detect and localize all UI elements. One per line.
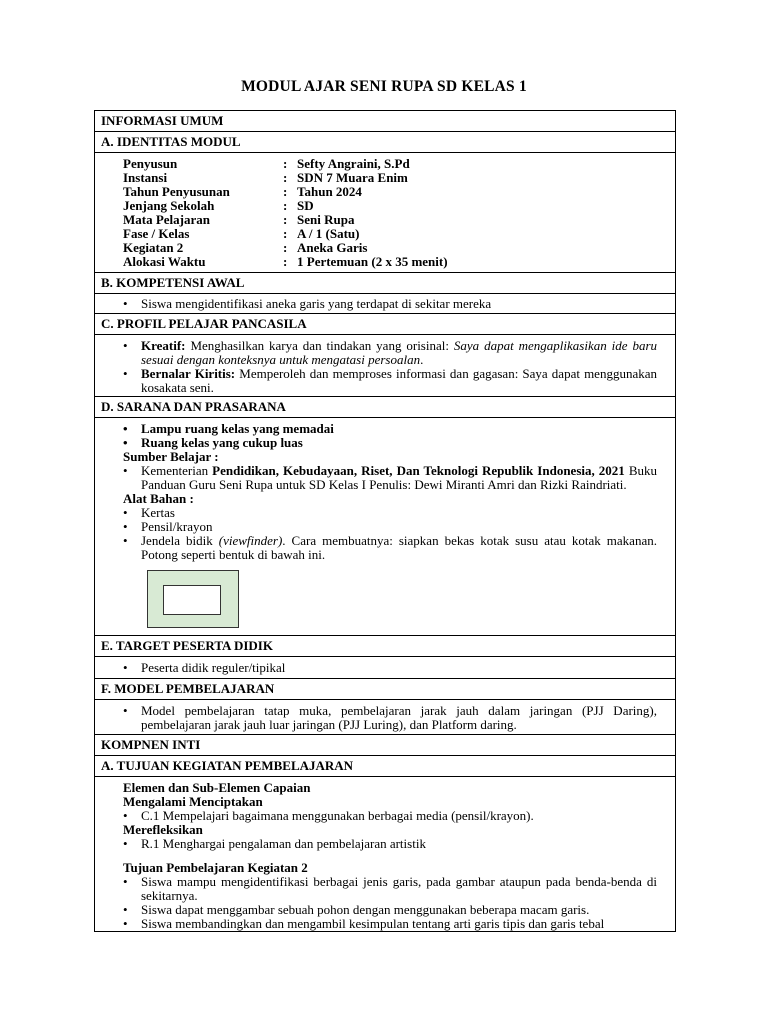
identitas-value: Aneka Garis: [297, 240, 368, 255]
sumber-item: [123, 464, 657, 492]
section-sarana-heading: D. SARANA DAN PRASARANA: [95, 397, 676, 418]
sarana-item: • Lampu ruang kelas yang memadai: [123, 422, 657, 436]
sumber-label: Sumber Belajar :: [123, 449, 219, 464]
identitas-key: Penyusun: [123, 156, 178, 171]
viewfinder-illustration: [147, 570, 239, 628]
identitas-value: Tahun 2024: [297, 184, 362, 199]
profil-body: [95, 335, 676, 397]
sumber-bold: Pendidikan, Kebudayaan, Riset, Dan Teknologi Republik Indonesia, 2021: [212, 463, 625, 478]
model-item: • Model pembelajaran tatap muka, pembelajaran jarak jauh dalam jaringan (PJJ Daring), pembelajaran jarak jauh luar jaringan (PJJ Luring), dan Platform daring.: [123, 704, 657, 732]
tujuan-body: [95, 777, 676, 932]
section-tujuan-heading: A. TUJUAN KEGIATAN PEMBELAJARAN: [95, 756, 676, 777]
tujuan2-item: • Siswa mampu mengidentifikasi berbagai jenis garis, pada gambar ataupun pada benda-benda di sekitarnya.: [123, 875, 657, 903]
identitas-colon: :: [283, 240, 288, 255]
bernalar-text: Memperoleh dan memproses informasi dan gagasan: Saya dapat menggunakan kosakata seni.: [141, 366, 657, 395]
alat-label: Alat Bahan :: [123, 491, 194, 506]
section-profil-heading: C. PROFIL PELAJAR PANCASILA: [95, 314, 676, 335]
identitas-key: Fase / Kelas: [123, 226, 190, 241]
tujuan2-label: Tujuan Pembelajaran Kegiatan 2: [123, 860, 308, 875]
target-item: • Peserta didik reguler/tipikal: [123, 661, 657, 675]
identitas-row: [123, 213, 657, 227]
section-model-heading: F. MODEL PEMBELAJARAN: [95, 679, 676, 700]
kreatif-italic: Saya dapat mengaplikasikan ide baru sesuai dengan konteksnya untuk mengatasi persoalan: [141, 338, 657, 367]
section-kompetensi-heading: B. KOMPETENSI AWAL: [95, 273, 676, 294]
identitas-list: [123, 157, 657, 269]
kreatif-end: .: [420, 352, 424, 367]
tujuan2-item: • Siswa membandingkan dan mengambil kesimpulan tentang arti garis tipis dan garis tebal: [123, 917, 657, 931]
module-table: [94, 110, 676, 932]
identitas-row: [123, 157, 657, 171]
identitas-value: SD: [297, 198, 314, 213]
identitas-colon: :: [283, 254, 288, 269]
identitas-colon: :: [283, 198, 288, 213]
section-komponen-inti: KOMPNEN INTI: [95, 735, 676, 756]
elemen-label: Elemen dan Sub-Elemen Capaian: [123, 781, 311, 795]
section-informasi-umum: INFORMASI UMUM: [95, 111, 676, 132]
identitas-value: Sefty Angraini, S.Pd: [297, 156, 410, 171]
identitas-key: Kegiatan 2: [123, 240, 184, 255]
sarana-body: [95, 418, 676, 636]
identitas-row: [123, 185, 657, 199]
viewfinder-window: [163, 585, 221, 615]
identitas-row: [123, 199, 657, 213]
section-identitas-heading: A. IDENTITAS MODUL: [95, 132, 676, 153]
kompetensi-body: [95, 294, 676, 314]
kompetensi-item: • Siswa mengidentifikasi aneka garis yang terdapat di sekitar mereka: [123, 297, 657, 311]
identitas-value: A / 1 (Satu): [297, 226, 360, 241]
identitas-key: Instansi: [123, 170, 168, 185]
jendela-rest: . Cara membuatnya: siapkan bekas kotak susu atau kotak makanan. Potong seperti bentuk di bawah ini.: [141, 533, 657, 562]
sumber-prefix: Kementerian: [141, 463, 213, 478]
merefleksikan-item: • R.1 Menghargai pengalaman dan pembelajaran artistik: [123, 837, 657, 851]
sarana-item: • Ruang kelas yang cukup luas: [123, 436, 657, 450]
kreatif-text: Menghasilkan karya dan tindakan yang orisinal:: [185, 338, 454, 353]
alat-item: • Kertas: [123, 506, 657, 520]
identitas-colon: :: [283, 170, 288, 185]
identitas-row: [123, 171, 657, 185]
profil-kreatif-item: [123, 339, 657, 367]
identitas-colon: :: [283, 156, 288, 171]
tujuan2-item: • Siswa dapat menggambar sebuah pohon dengan menggunakan beberapa macam garis.: [123, 903, 657, 917]
jendela-italic: (viewfinder): [218, 533, 283, 548]
bernalar-label: Bernalar Kiritis:: [141, 366, 236, 381]
identitas-value: 1 Pertemuan (2 x 35 menit): [297, 254, 448, 269]
alat-item-jendela: [123, 534, 657, 562]
identitas-body: [95, 153, 676, 273]
merefleksikan-label: Merefleksikan: [123, 822, 203, 837]
identitas-value: SDN 7 Muara Enim: [297, 170, 408, 185]
identitas-colon: :: [283, 212, 288, 227]
identitas-row: [123, 227, 657, 241]
document-title: MODUL AJAR SENI RUPA SD KELAS 1: [241, 78, 527, 95]
profil-bernalar-item: [123, 367, 657, 395]
identitas-key: Jenjang Sekolah: [123, 198, 215, 213]
target-body: [95, 657, 676, 679]
sumber-rest: Buku Panduan Guru Seni Rupa untuk SD Kelas I Penulis: Dewi Miranti Amri dan Rizki Raindriati.: [141, 463, 657, 492]
alat-item: • Pensil/krayon: [123, 520, 657, 534]
section-target-heading: E. TARGET PESERTA DIDIK: [95, 636, 676, 657]
identitas-key: Mata Pelajaran: [123, 212, 211, 227]
identitas-key: Tahun Penyusunan: [123, 184, 230, 199]
identitas-colon: :: [283, 184, 288, 199]
mengalami-label: Mengalami Menciptakan: [123, 794, 263, 809]
identitas-row: [123, 241, 657, 255]
identitas-value: Seni Rupa: [297, 212, 355, 227]
kreatif-label: Kreatif:: [141, 338, 186, 353]
identitas-key: Alokasi Waktu: [123, 254, 206, 269]
identitas-colon: :: [283, 226, 288, 241]
mengalami-item: • C.1 Mempelajari bagaimana menggunakan berbagai media (pensil/krayon).: [123, 809, 657, 823]
model-body: [95, 700, 676, 735]
jendela-text: Jendela bidik: [141, 533, 219, 548]
identitas-row: [123, 255, 657, 269]
